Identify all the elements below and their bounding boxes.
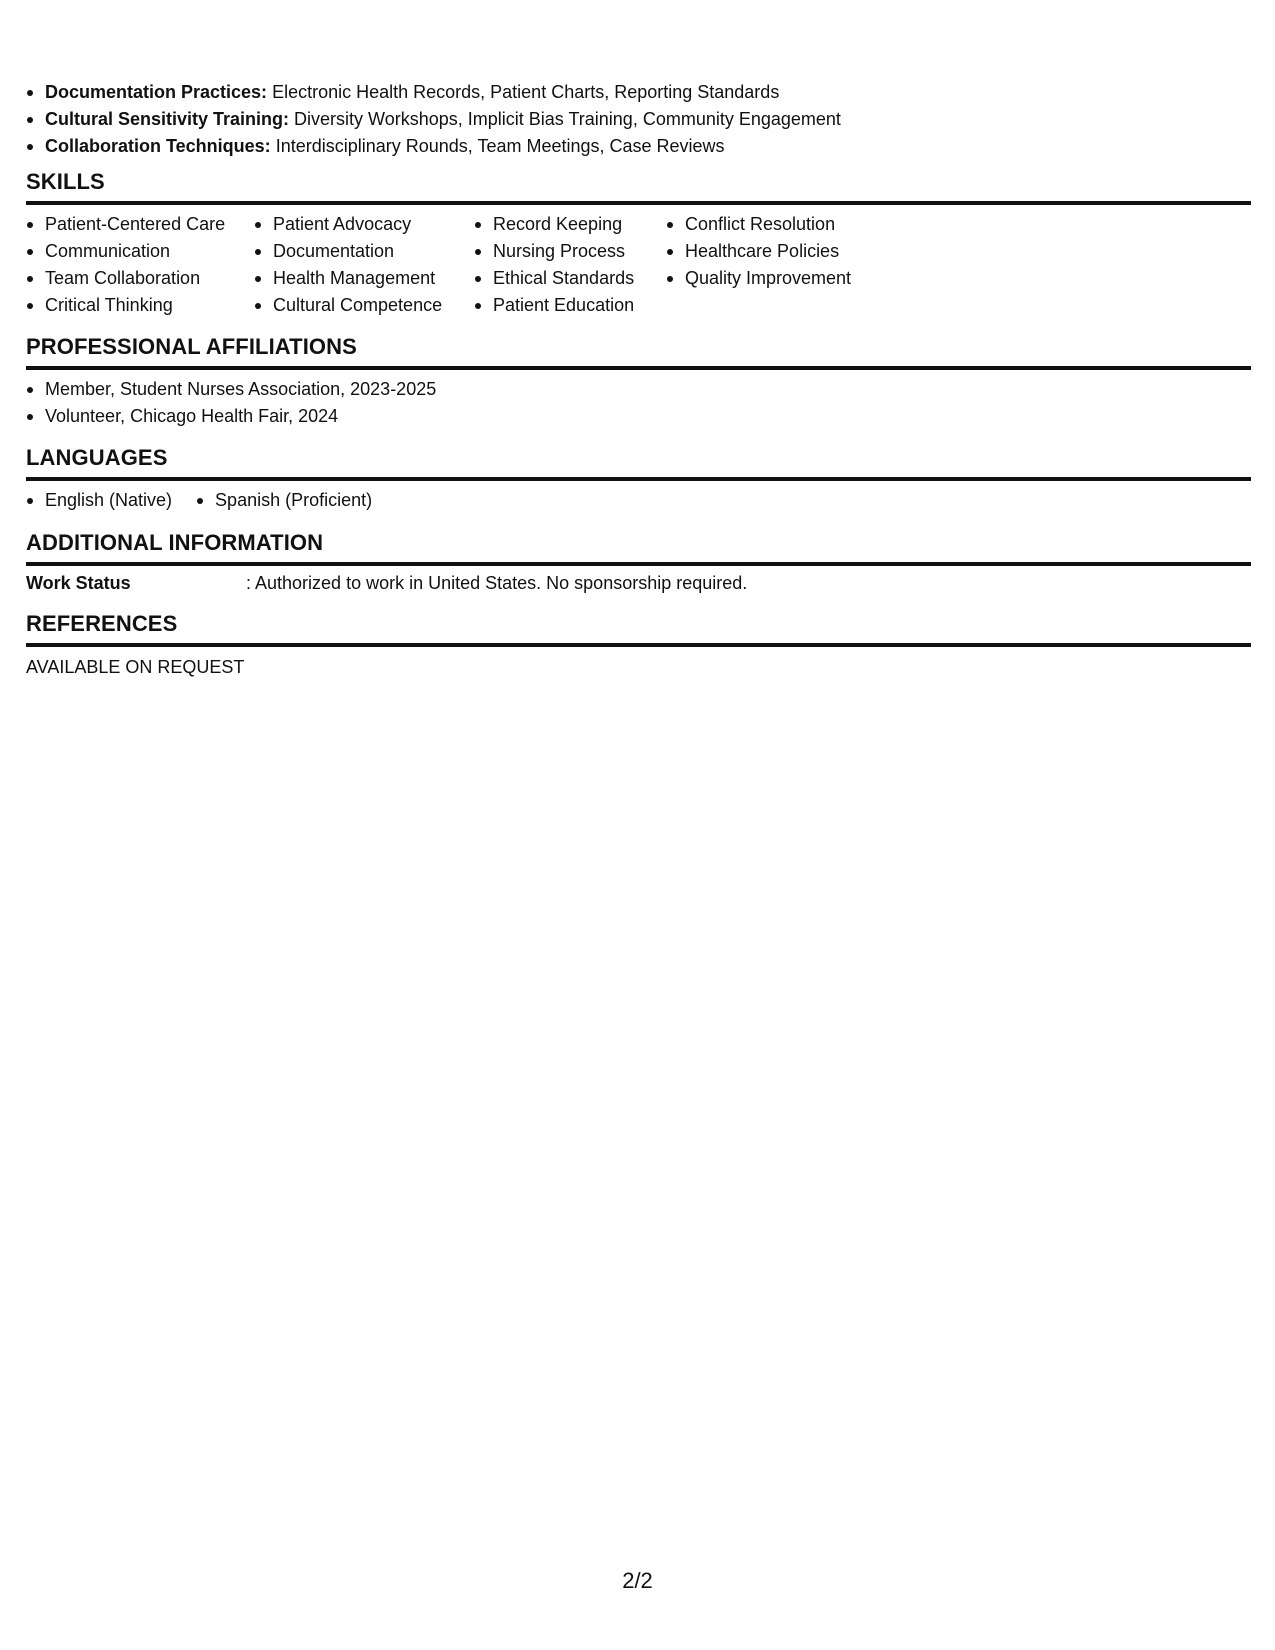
references-section [26, 610, 1251, 681]
skills-section [26, 168, 1251, 319]
skill-item: Conflict Resolution [666, 211, 886, 238]
skill-item: Cultural Competence [254, 292, 474, 319]
section-title: LANGUAGES [26, 444, 1251, 481]
skill-item: Quality Improvement [666, 265, 886, 292]
references-text: AVAILABLE ON REQUEST [26, 657, 245, 677]
section-title: PROFESSIONAL AFFILIATIONS [26, 333, 1251, 370]
skill-item: Nursing Process [474, 238, 666, 265]
list-item: English (Native) [26, 487, 172, 514]
skill-item: Patient-Centered Care [26, 211, 254, 238]
skill-item: Patient Advocacy [254, 211, 474, 238]
skill-item: Critical Thinking [26, 292, 254, 319]
affiliations-section [26, 333, 1251, 430]
list-item: Cultural Sensitivity Training: Diversity Workshops, Implicit Bias Training, Community Engagement [26, 106, 841, 133]
section-title: SKILLS [26, 168, 1251, 205]
skill-item: Health Management [254, 265, 474, 292]
affiliations-list [26, 376, 1251, 430]
skill-item: Patient Education [474, 292, 666, 319]
skills-grid [26, 211, 1251, 319]
page-number: 2/2 [622, 1568, 653, 1593]
skills-column [254, 211, 474, 319]
section-title: ADDITIONAL INFORMATION [26, 529, 1251, 566]
info-value: : Authorized to work in United States. No sponsorship required. [246, 573, 748, 593]
skill-item: Healthcare Policies [666, 238, 886, 265]
skills-column [666, 211, 886, 319]
skill-item: Record Keeping [474, 211, 666, 238]
list-item: Documentation Practices: Electronic Health Records, Patient Charts, Reporting Standards [26, 79, 841, 106]
skill-item: Team Collaboration [26, 265, 254, 292]
skill-item: Documentation [254, 238, 474, 265]
skill-item: Ethical Standards [474, 265, 666, 292]
info-label: Work Status [26, 573, 131, 593]
list-item: Volunteer, Chicago Health Fair, 2024 [26, 403, 1251, 430]
skill-item: Communication [26, 238, 254, 265]
list-item: Spanish (Proficient) [196, 487, 372, 514]
work-status-row [26, 570, 1251, 597]
list-item: Member, Student Nurses Association, 2023-2025 [26, 376, 1251, 403]
skills-column [26, 211, 254, 319]
list-item: Collaboration Techniques: Interdisciplinary Rounds, Team Meetings, Case Reviews [26, 133, 841, 160]
skills-column [474, 211, 666, 319]
training-list [26, 79, 841, 160]
additional-info-section [26, 529, 1251, 597]
languages-section [26, 444, 1251, 514]
languages-list [26, 487, 1251, 514]
section-title: REFERENCES [26, 610, 1251, 647]
